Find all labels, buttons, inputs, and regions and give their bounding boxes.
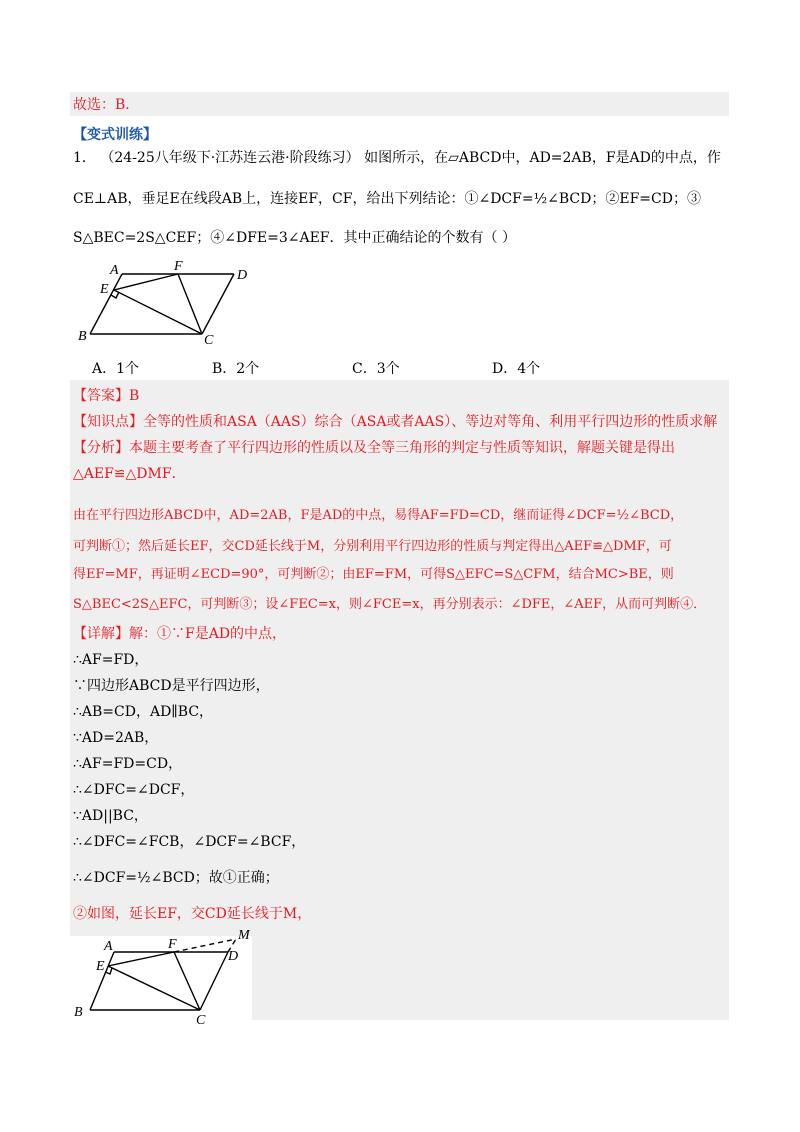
detail-line-11: ②如图，延长EF，交CD延长线于M， <box>73 906 312 922</box>
label-C: C <box>204 333 214 348</box>
fig2-label-D: D <box>228 949 239 964</box>
fig2-label-M: M <box>238 930 250 943</box>
header-shade <box>70 92 729 116</box>
analysis-line-2: △AEF≌△DMF． <box>73 466 186 482</box>
option-a: A．1个 <box>92 361 140 377</box>
answer-shade-figure-right <box>252 936 729 1020</box>
label-B: B <box>78 329 87 344</box>
knowledge-line: 【知识点】全等的性质和ASA（AAS）综合（ASA或者AAS）、等边对等角、利用平行四边形的性质求解 <box>73 414 718 430</box>
option-d: D．4个 <box>492 361 541 377</box>
detail-line-2: ∴AF=FD， <box>73 652 149 668</box>
fig2-label-C: C <box>196 1013 206 1026</box>
detail-line-7: ∴∠DFC=∠DCF， <box>73 782 195 798</box>
analysis-line-1: 【分析】本题主要考查了平行四边形的性质以及全等三角形的判定与性质等知识，解题关键是得出 <box>73 440 675 456</box>
analysis-line-6: S△BEC<2S△EFC，可判断③；设∠FEC=x，则∠FCE=x，再分别表示：∠DFE，∠AEF，从而可判断④． <box>73 597 707 612</box>
analysis-line-4: 可判断①；然后延长EF，交CD延长线于M，分别利用平行四边形的性质与判定得出△AEF≌△DMF，可 <box>73 539 672 554</box>
question-source: （24-25八年级下·江苏连云港·阶段练习） <box>100 150 360 166</box>
label-D: D <box>237 268 248 283</box>
option-c: C．3个 <box>352 361 400 377</box>
parallelogram-figure-extended <box>70 930 260 1026</box>
detail-line-3: ∵四边形ABCD是平行四边形， <box>73 678 270 694</box>
detail-line-10: ∴∠DCF=½∠BCD；故①正确； <box>73 870 279 886</box>
fig2-label-B: B <box>74 1005 83 1020</box>
detail-line-6: ∴AF=FD=CD， <box>73 756 183 772</box>
detail-line-8: ∵AD||BC， <box>73 808 148 824</box>
detail-line-4: ∴AB=CD，AD∥BC， <box>73 704 214 720</box>
question-line-1-rest: 如图所示，在▱ABCD中，AD=2AB，F是AD的中点，作 <box>364 150 721 166</box>
answer-line: 【答案】B <box>73 388 140 404</box>
fig2-label-A: A <box>104 939 113 954</box>
section-title: 【变式训练】 <box>73 127 157 143</box>
analysis-line-3: 由在平行四边形ABCD中，AD=2AB，F是AD的中点，易得AF=FD=CD，继而证得∠DCF=½∠BCD， <box>73 508 684 523</box>
label-A: A <box>110 263 119 278</box>
question-line-1 <box>73 146 721 170</box>
detail-line-9: ∴∠DFC=∠FCB，∠DCF=∠BCF， <box>73 834 306 850</box>
fig2-label-E: E <box>96 959 105 974</box>
detail-line-5: ∵AD=2AB， <box>73 730 159 746</box>
option-b: B．2个 <box>212 361 260 377</box>
label-E: E <box>100 282 109 297</box>
question-line-2: CE⊥AB，垂足E在线段AB上，连接EF，CF，给出下列结论：①∠DCF=½∠BCD；②EF=CD；③ <box>73 191 701 207</box>
fig2-label-F: F <box>168 937 177 952</box>
parallelogram-figure <box>72 260 272 360</box>
question-line-3: S△BEC=2S△CEF；④∠DFE=3∠AEF．其中正确结论的个数有（ ） <box>73 230 516 246</box>
detail-line-1: 【详解】解：①∵F是AD的中点， <box>73 626 287 642</box>
question-number: 1． <box>73 150 96 166</box>
analysis-line-5: 得EF=MF，再证明∠ECD=90°，可判断②；由EF=FM，可得S△EFC=S△CFM，结合MC>BE，则 <box>73 567 674 582</box>
label-F: F <box>174 260 183 274</box>
previous-answer-line: 故选：B． <box>73 97 140 113</box>
